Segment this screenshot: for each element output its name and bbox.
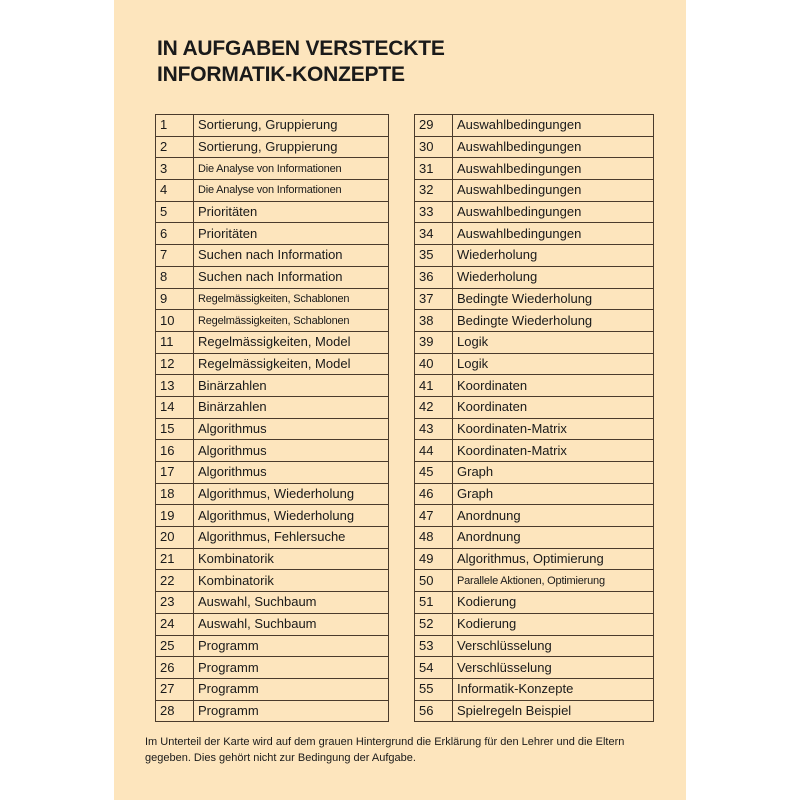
concept-label: Wiederholung (453, 266, 654, 288)
row-number: 48 (415, 527, 453, 549)
concept-label: Suchen nach Information (194, 266, 389, 288)
concept-label: Kombinatorik (194, 548, 389, 570)
row-number: 2 (156, 136, 194, 158)
concept-label: Auswahl, Suchbaum (194, 613, 389, 635)
table-row (156, 483, 389, 505)
table-row (415, 115, 654, 137)
concept-label: Algorithmus (194, 440, 389, 462)
table-row (415, 266, 654, 288)
table-row (156, 527, 389, 549)
concept-label: Die Analyse von Informationen (194, 180, 389, 202)
concept-label: Logik (453, 353, 654, 375)
row-number: 1 (156, 115, 194, 137)
row-number: 11 (156, 331, 194, 353)
concept-label: Binärzahlen (194, 375, 389, 397)
row-number: 18 (156, 483, 194, 505)
row-number: 32 (415, 180, 453, 202)
table-row (156, 418, 389, 440)
table-row (156, 548, 389, 570)
concept-label: Bedingte Wiederholung (453, 310, 654, 332)
concept-label: Programm (194, 657, 389, 679)
row-number: 38 (415, 310, 453, 332)
concept-label: Prioritäten (194, 223, 389, 245)
concept-label: Regelmässigkeiten, Schablonen (194, 310, 389, 332)
concept-label: Auswahlbedingungen (453, 180, 654, 202)
concept-label: Regelmässigkeiten, Model (194, 353, 389, 375)
footnote: Im Unterteil der Karte wird auf dem grauen Hintergrund die Erklärung für den Lehrer und die Eltern gegeben. Dies gehört nicht zur Bedingung der Aufgabe. (145, 736, 625, 764)
row-number: 5 (156, 201, 194, 223)
concept-label: Kodierung (453, 613, 654, 635)
concept-label: Regelmässigkeiten, Schablonen (194, 288, 389, 310)
concept-label: Suchen nach Information (194, 245, 389, 267)
concept-label: Algorithmus, Wiederholung (194, 483, 389, 505)
table-row (415, 570, 654, 592)
table-row (415, 418, 654, 440)
concept-label: Prioritäten (194, 201, 389, 223)
table-row (415, 396, 654, 418)
concept-label: Graph (453, 483, 654, 505)
concept-label: Sortierung, Gruppierung (194, 136, 389, 158)
row-number: 43 (415, 418, 453, 440)
row-number: 10 (156, 310, 194, 332)
concept-label: Auswahl, Suchbaum (194, 592, 389, 614)
row-number: 25 (156, 635, 194, 657)
row-number: 7 (156, 245, 194, 267)
concept-label: Graph (453, 462, 654, 484)
concept-label: Auswahlbedingungen (453, 115, 654, 137)
concept-label: Anordnung (453, 505, 654, 527)
table-row (156, 375, 389, 397)
concept-label: Koordinaten-Matrix (453, 440, 654, 462)
concept-label: Anordnung (453, 527, 654, 549)
concept-label: Kodierung (453, 592, 654, 614)
row-number: 24 (156, 613, 194, 635)
concept-label: Auswahlbedingungen (453, 223, 654, 245)
table-row (156, 570, 389, 592)
row-number: 45 (415, 462, 453, 484)
table-row (156, 396, 389, 418)
row-number: 46 (415, 483, 453, 505)
concept-label: Kombinatorik (194, 570, 389, 592)
title-line-2: INFORMATIK-KONZEPTE (157, 63, 405, 86)
table-row (156, 592, 389, 614)
concept-label: Wiederholung (453, 245, 654, 267)
table-row (156, 223, 389, 245)
row-number: 33 (415, 201, 453, 223)
row-number: 47 (415, 505, 453, 527)
row-number: 30 (415, 136, 453, 158)
table-row (415, 353, 654, 375)
table-row (156, 505, 389, 527)
table-row (156, 310, 389, 332)
row-number: 13 (156, 375, 194, 397)
row-number: 9 (156, 288, 194, 310)
table-row (156, 700, 389, 722)
row-number: 35 (415, 245, 453, 267)
table-row (156, 657, 389, 679)
table-row (156, 180, 389, 202)
concept-label: Auswahlbedingungen (453, 136, 654, 158)
title-line-1: IN AUFGABEN VERSTECKTE (157, 37, 445, 60)
row-number: 21 (156, 548, 194, 570)
row-number: 14 (156, 396, 194, 418)
row-number: 15 (156, 418, 194, 440)
table-row (156, 136, 389, 158)
table-row (415, 462, 654, 484)
table-row (415, 201, 654, 223)
table-row (415, 331, 654, 353)
row-number: 37 (415, 288, 453, 310)
concept-table-right (414, 114, 654, 722)
concept-label: Binärzahlen (194, 396, 389, 418)
table-row (415, 527, 654, 549)
concept-label: Programm (194, 700, 389, 722)
row-number: 29 (415, 115, 453, 137)
table-row (156, 678, 389, 700)
concept-label: Algorithmus (194, 462, 389, 484)
row-number: 6 (156, 223, 194, 245)
table-row (415, 310, 654, 332)
row-number: 23 (156, 592, 194, 614)
row-number: 51 (415, 592, 453, 614)
table-row (415, 440, 654, 462)
row-number: 22 (156, 570, 194, 592)
table-row (156, 201, 389, 223)
row-number: 50 (415, 570, 453, 592)
table-row (415, 678, 654, 700)
table-row (415, 158, 654, 180)
concept-label: Koordinaten-Matrix (453, 418, 654, 440)
table-row (415, 483, 654, 505)
row-number: 16 (156, 440, 194, 462)
row-number: 55 (415, 678, 453, 700)
table-row (156, 613, 389, 635)
concept-label: Verschlüsselung (453, 657, 654, 679)
concept-label: Verschlüsselung (453, 635, 654, 657)
row-number: 44 (415, 440, 453, 462)
table-row (415, 223, 654, 245)
row-number: 52 (415, 613, 453, 635)
table-row (415, 180, 654, 202)
row-number: 31 (415, 158, 453, 180)
row-number: 54 (415, 657, 453, 679)
concept-table-left (155, 114, 389, 722)
table-row (415, 592, 654, 614)
concept-label: Algorithmus, Fehlersuche (194, 527, 389, 549)
table-row (415, 613, 654, 635)
row-number: 19 (156, 505, 194, 527)
row-number: 42 (415, 396, 453, 418)
row-number: 8 (156, 266, 194, 288)
row-number: 40 (415, 353, 453, 375)
table-row (415, 505, 654, 527)
concept-label: Regelmässigkeiten, Model (194, 331, 389, 353)
row-number: 39 (415, 331, 453, 353)
concept-label: Algorithmus, Optimierung (453, 548, 654, 570)
row-number: 17 (156, 462, 194, 484)
row-number: 20 (156, 527, 194, 549)
table-row (415, 136, 654, 158)
table-row (156, 635, 389, 657)
concept-label: Auswahlbedingungen (453, 201, 654, 223)
row-number: 56 (415, 700, 453, 722)
table-row (415, 288, 654, 310)
concept-label: Algorithmus (194, 418, 389, 440)
row-number: 49 (415, 548, 453, 570)
table-row (156, 266, 389, 288)
page-title (157, 36, 577, 88)
table-row (156, 440, 389, 462)
concept-label: Algorithmus, Wiederholung (194, 505, 389, 527)
row-number: 12 (156, 353, 194, 375)
concept-label: Logik (453, 331, 654, 353)
table-row (415, 635, 654, 657)
concept-label: Informatik-Konzepte (453, 678, 654, 700)
row-number: 26 (156, 657, 194, 679)
concept-label: Sortierung, Gruppierung (194, 115, 389, 137)
concept-label: Bedingte Wiederholung (453, 288, 654, 310)
concept-label: Auswahlbedingungen (453, 158, 654, 180)
row-number: 4 (156, 180, 194, 202)
row-number: 28 (156, 700, 194, 722)
row-number: 27 (156, 678, 194, 700)
table-row (156, 158, 389, 180)
row-number: 53 (415, 635, 453, 657)
table-row (156, 288, 389, 310)
table-row (415, 657, 654, 679)
row-number: 41 (415, 375, 453, 397)
concept-label: Programm (194, 678, 389, 700)
table-row (415, 700, 654, 722)
table-row (156, 115, 389, 137)
table-row (156, 462, 389, 484)
concept-label: Parallele Aktionen, Optimierung (453, 570, 654, 592)
row-number: 3 (156, 158, 194, 180)
row-number: 34 (415, 223, 453, 245)
table-row (156, 245, 389, 267)
table-row (156, 353, 389, 375)
concept-label: Koordinaten (453, 375, 654, 397)
table-row (415, 245, 654, 267)
table-row (415, 548, 654, 570)
concept-label: Spielregeln Beispiel (453, 700, 654, 722)
concept-label: Programm (194, 635, 389, 657)
table-row (156, 331, 389, 353)
table-row (415, 375, 654, 397)
row-number: 36 (415, 266, 453, 288)
concept-label: Koordinaten (453, 396, 654, 418)
concept-label: Die Analyse von Informationen (194, 158, 389, 180)
